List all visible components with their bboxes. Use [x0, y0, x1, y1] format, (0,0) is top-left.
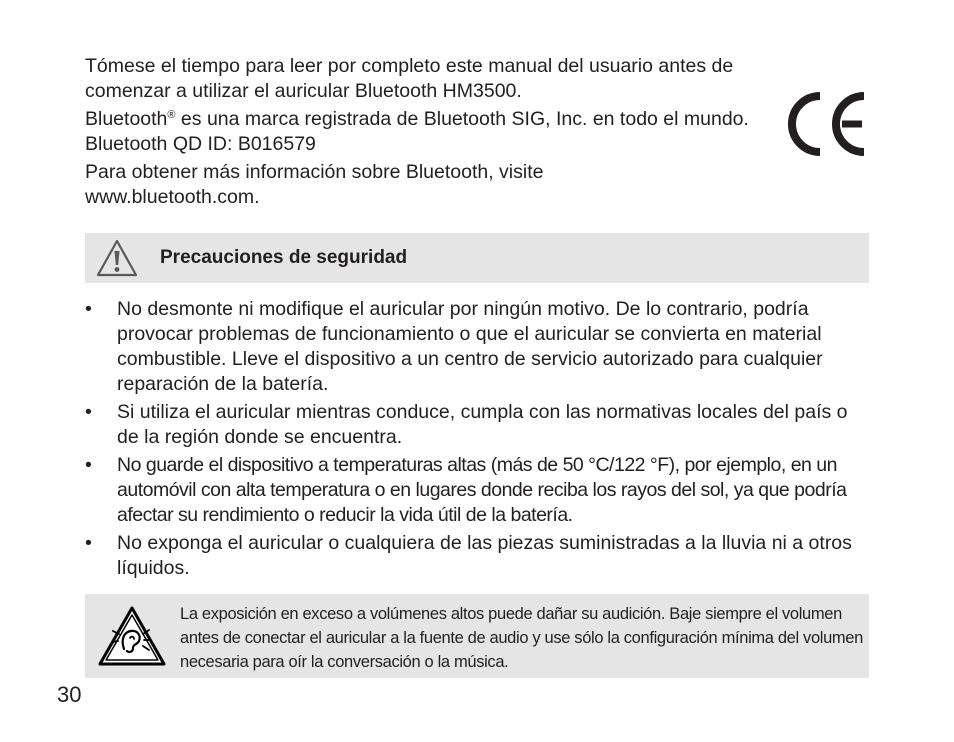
ce-mark-icon	[780, 90, 870, 158]
list-item-text: No desmonte ni modifique el auricular por ningún motivo. De lo contrario, podría provocar problemas de funcionamiento o que el auricular se convierta en material combustible. Lleve el dispositivo a un centro de servicio autorizado para cualquier reparación de la batería.	[117, 298, 823, 395]
hearing-damage-warning-icon	[97, 605, 167, 667]
safety-precautions-title: Precauciones de seguridad	[160, 247, 408, 268]
list-item	[85, 453, 871, 528]
bluetooth-brand: Bluetooth	[85, 108, 168, 130]
hearing-warning-notice	[85, 594, 869, 678]
hearing-warning-text: La exposición en exceso a volúmenes altos puede dañar su audición. Baje siempre el volumen antes de conectar el auricular a la fuente de audio y use sólo la configuración mínima del volumen necesaria para oír la conversación o la música.	[180, 605, 863, 671]
intro-paragraph-website	[85, 160, 765, 210]
precautions-list	[85, 297, 871, 584]
safety-precautions-header	[85, 233, 869, 283]
intro-paragraph-trademark	[85, 107, 765, 157]
list-item-text: No guarde el dispositivo a temperaturas altas (más de 50 °C/122 °F), por ejemplo, en un automóvil con alta temperatura o en lugares donde reciba los rayos del sol, ya que podría afectar su rendimiento o reducir la vida útil de la batería.	[117, 454, 847, 526]
intro-text	[85, 54, 765, 213]
list-item-text: No exponga el auricular o cualquiera de las piezas suministradas a la lluvia ni a otros líquidos.	[117, 532, 852, 579]
list-item	[85, 400, 871, 450]
list-item	[85, 297, 871, 397]
registered-mark: ®	[167, 109, 176, 121]
intro-paragraph-manual: Tómese el tiempo para leer por completo este manual del usuario antes de comenzar a utilizar el auricular Bluetooth HM3500.	[85, 55, 734, 102]
page-number: 30	[57, 682, 82, 707]
trademark-text: es una marca registrada de Bluetooth SIG, Inc. en todo el mundo. Bluetooth QD ID: B016579	[85, 108, 749, 155]
warning-triangle-icon	[95, 238, 139, 278]
website-url: www.bluetooth.com.	[85, 186, 260, 208]
list-item-text: Si utiliza el auricular mientras conduce, cumpla con las normativas locales del país o de la región donde se encuentra.	[117, 401, 848, 448]
list-item	[85, 531, 871, 581]
website-sentence: Para obtener más información sobre Bluetooth, visite	[85, 161, 544, 183]
